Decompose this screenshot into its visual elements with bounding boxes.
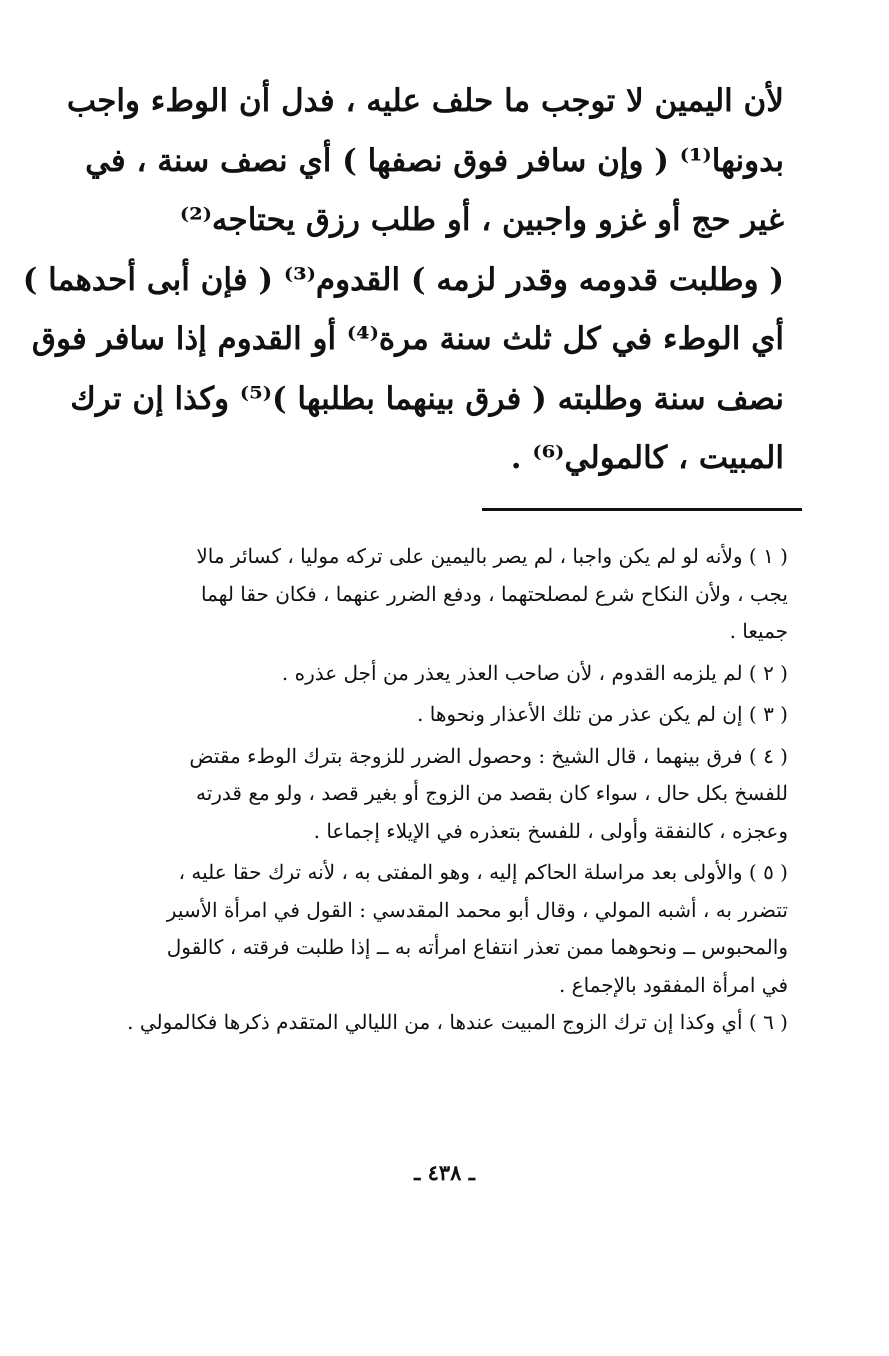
footnotes xyxy=(66,538,788,1042)
footnote-line: تتضرر به ، أشبه المولي ، وقال أبو محمد المقدسي : القول في امرأة الأسير xyxy=(166,897,788,922)
footnote-line: يجب ، ولأن النكاح شرع لمصلحتهما ، ودفع الضرر عنهما ، فكان حقا لهما xyxy=(200,581,788,606)
main-text-line: أي الوطء في كل ثلث سنة مرة⁽⁴⁾ أو القدوم إذا سافر فوق xyxy=(31,321,784,357)
main-text xyxy=(22,72,784,489)
footnote-line: ( ٣ ) إن لم يكن عذر من تلك الأعذار ونحوها . xyxy=(417,702,788,726)
footnote-3 xyxy=(66,696,788,734)
main-text-line: لأن اليمين لا توجب ما حلف عليه ، فدل أن الوطء واجب xyxy=(66,83,784,119)
footnote-line: ( ٢ ) لم يلزمه القدوم ، لأن صاحب العذر يعذر من أجل عذره . xyxy=(281,660,788,685)
footnote-6 xyxy=(66,1004,788,1042)
main-text-line: بدونها⁽¹⁾ ( وإن سافر فوق نصفها ) أي نصف سنة ، في xyxy=(85,142,784,179)
main-text-line: غير حج أو غزو واجبين ، أو طلب رزق يحتاجه⁽²⁾ xyxy=(179,202,784,238)
footnote-line: ( ٦ ) أي وكذا إن ترك الزوج المبيت عندها ، من الليالي المتقدم ذكرها فكالمولي . xyxy=(127,1010,788,1034)
footnote-line: للفسخ بكل حال ، سواء كان بقصد من الزوج أو بغير قصد ، ولو مع قدرته xyxy=(195,781,788,805)
footnote-line: جميعا . xyxy=(729,619,788,643)
footnote-line: في امرأة المفقود بالإجماع . xyxy=(558,972,788,997)
footnote-1 xyxy=(66,538,788,651)
footnote-line: ( ٤ ) فرق بينهما ، قال الشيخ : وحصول الضرر للزوجة بترك الوطء مقتض xyxy=(189,743,788,768)
footnote-4 xyxy=(66,738,788,851)
footnote-2 xyxy=(66,655,788,693)
main-text-line: نصف سنة وطلبته ( فرق بينهما بطلبها )⁽⁵⁾ وكذا إن ترك xyxy=(70,380,784,417)
footnote-line: ( ١ ) ولأنه لو لم يكن واجبا ، لم يصر باليمين على تركه موليا ، كسائر مالا xyxy=(196,544,788,568)
footnote-line: والمحبوس ــ ونحوهما ممن تعذر انتفاع امرأته به ــ إذا طلبت فرقته ، كالقول xyxy=(166,935,788,959)
footnote-line: ( ٥ ) والأولى بعد مراسلة الحاكم إليه ، وهو المفتى به ، لأنه ترك حقا عليه ، xyxy=(178,860,788,884)
footnote-5 xyxy=(66,854,788,1004)
footnote-separator xyxy=(482,508,802,511)
main-text-line: المبيت ، كالمولي⁽⁶⁾ . xyxy=(510,440,784,476)
page-number: ـ ٤٣٨ ـ xyxy=(414,1160,475,1185)
main-text-line: ( وطلبت قدومه وقدر لزمه ) القدوم⁽³⁾ ( فإن أبى أحدهما ) xyxy=(22,261,784,298)
footnote-line: وعجزه ، كالنفقة وأولى ، للفسخ بتعذره في الإيلاء إجماعا . xyxy=(313,818,788,843)
